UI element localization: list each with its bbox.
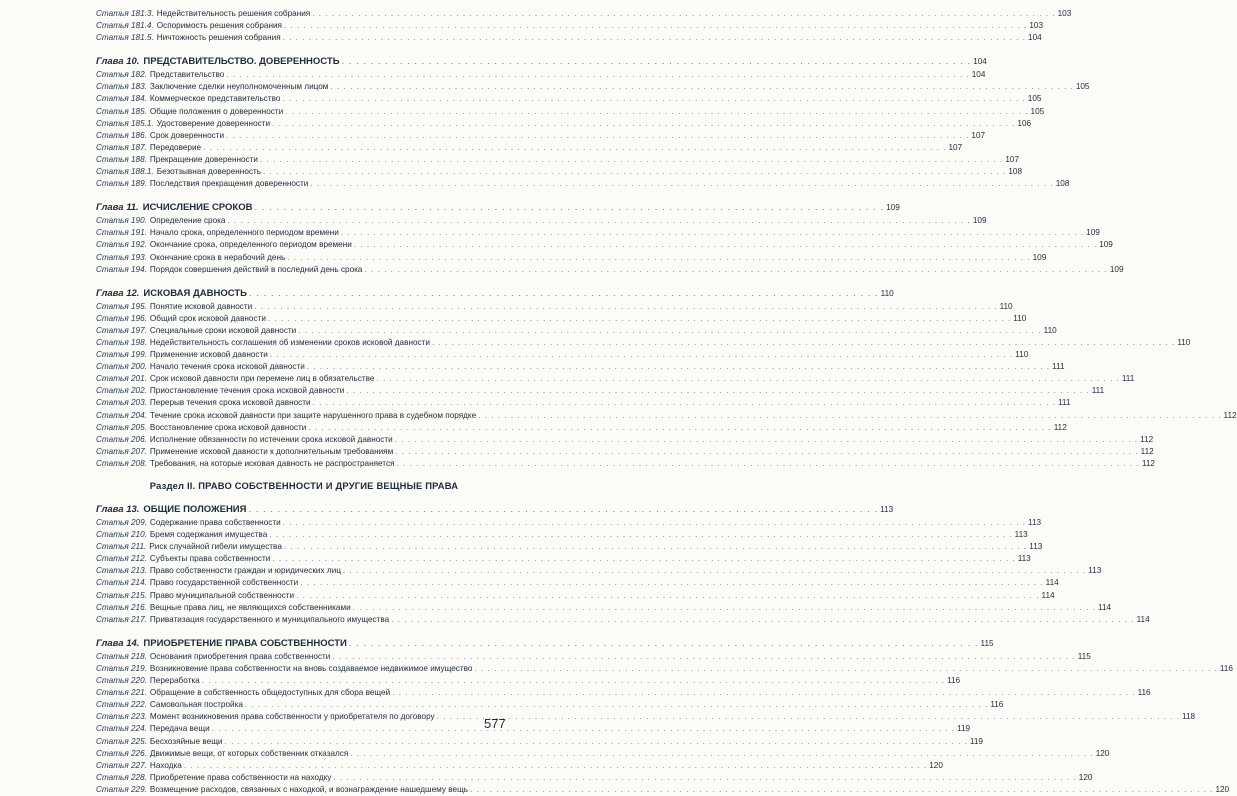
entry-page: 115 xyxy=(980,638,994,648)
dot-leader xyxy=(245,699,988,711)
entry-title: Порядок совершения действий в последний день срока xyxy=(149,264,363,274)
table-of-contents xyxy=(96,8,1237,796)
entry-label: Статья 211. xyxy=(96,542,147,552)
entry-page: 120 xyxy=(1215,784,1230,794)
article-entry[interactable] xyxy=(96,20,1044,32)
article-entry[interactable] xyxy=(96,699,1004,711)
entry-title: Окончание срока в нерабочий день xyxy=(149,252,286,262)
entry-page: 109 xyxy=(972,216,987,226)
entry-title: Самовольная постройка xyxy=(149,700,243,710)
dot-leader xyxy=(395,434,1138,446)
dot-leader xyxy=(346,385,1089,397)
article-entry[interactable] xyxy=(96,723,971,735)
entry-page: 104 xyxy=(973,57,987,67)
entry-page: 113 xyxy=(880,505,894,514)
dot-leader xyxy=(342,55,972,68)
entry-label: Статья 189. xyxy=(96,179,147,189)
article-entry[interactable] xyxy=(96,313,1027,325)
entry-label: Статья 191. xyxy=(96,228,147,238)
article-entry[interactable] xyxy=(96,590,1055,602)
entry-label: Статья 198. xyxy=(96,337,147,347)
article-entry[interactable] xyxy=(96,130,986,142)
entry-label: Статья 216. xyxy=(96,602,147,612)
article-entry[interactable] xyxy=(96,8,1072,20)
dot-leader xyxy=(300,577,1043,589)
dot-leader xyxy=(282,93,1025,105)
entry-title: ОБЩИЕ ПОЛОЖЕНИЯ xyxy=(143,504,247,515)
entry-label: Статья 185.1. xyxy=(96,118,154,128)
entry-page: 113 xyxy=(1029,542,1043,552)
article-entry[interactable] xyxy=(96,410,1237,422)
entry-title: Требования, на которые исковая давность не распространяется xyxy=(149,458,395,468)
dot-leader xyxy=(249,287,879,300)
entry-page: 105 xyxy=(1030,106,1045,116)
article-entry[interactable] xyxy=(96,118,1032,130)
dot-leader xyxy=(341,227,1084,239)
entry-title: Представительство xyxy=(149,70,225,80)
dot-leader xyxy=(330,81,1073,93)
dot-leader xyxy=(287,252,1030,264)
entry-label: Статья 192. xyxy=(96,240,147,250)
entry-page: 109 xyxy=(886,203,900,213)
entry-label: Статья 225. xyxy=(96,736,147,746)
dot-leader xyxy=(470,784,1213,796)
article-entry[interactable] xyxy=(96,93,1042,105)
entry-title: Основания приобретения права собственности xyxy=(149,651,331,661)
entry-title: Восстановление срока исковой давности xyxy=(149,422,307,432)
entry-page: 105 xyxy=(1027,94,1042,104)
entry-title: Коммерческое представительство xyxy=(149,94,281,104)
article-entry[interactable] xyxy=(96,252,1047,264)
dot-leader xyxy=(474,663,1217,675)
dot-leader xyxy=(254,301,997,313)
entry-page: 104 xyxy=(1028,33,1042,43)
entry-page: 107 xyxy=(948,142,963,152)
entry-title: Субъекты права собственности xyxy=(149,554,271,564)
entry-label: Статья 181.5. xyxy=(96,33,154,43)
entry-page: 114 xyxy=(1041,590,1055,600)
article-entry[interactable] xyxy=(96,602,1112,614)
entry-label: Статья 214. xyxy=(96,578,147,588)
dot-leader xyxy=(307,361,1050,373)
entry-label: Статья 196. xyxy=(96,313,147,323)
entry-page: 112 xyxy=(1140,434,1154,444)
entry-page: 110 xyxy=(999,301,1013,311)
entry-label: Статья 202. xyxy=(96,386,147,396)
entry-page: 112 xyxy=(1140,446,1154,456)
entry-title: Начало течения срока исковой давности xyxy=(149,362,305,372)
article-entry[interactable] xyxy=(96,166,1023,178)
article-entry[interactable] xyxy=(96,337,1191,349)
dot-leader xyxy=(313,397,1056,409)
dot-leader xyxy=(437,711,1180,723)
entry-label: Статья 218. xyxy=(96,651,147,661)
entry-label: Статья 222. xyxy=(96,700,147,710)
article-entry[interactable] xyxy=(96,446,1154,458)
entry-page: 113 xyxy=(1017,554,1031,564)
article-entry[interactable] xyxy=(96,81,1090,93)
entry-title: Определение срока xyxy=(149,216,226,226)
entry-title: Передоверие xyxy=(149,142,202,152)
article-entry[interactable] xyxy=(96,227,1100,239)
article-entry[interactable] xyxy=(96,361,1065,373)
dot-leader xyxy=(285,106,1028,118)
entry-page: 103 xyxy=(1057,9,1072,18)
entry-label: Статья 217. xyxy=(96,614,147,624)
entry-label: Статья 200. xyxy=(96,362,147,372)
chapter-entry[interactable] xyxy=(96,55,987,68)
entry-title: Момент возникновения права собственности у приобретателя по договору xyxy=(149,712,435,722)
entry-label: Статья 219. xyxy=(96,663,147,673)
dot-leader xyxy=(392,687,1135,699)
dot-leader xyxy=(349,637,979,650)
article-entry[interactable] xyxy=(96,32,1042,44)
entry-label: Глава 14. xyxy=(96,637,140,649)
entry-title: Приостановление течения срока исковой давности xyxy=(149,386,345,396)
entry-title: Приобретение права собственности на находку xyxy=(149,772,332,782)
dot-leader xyxy=(432,337,1175,349)
article-entry[interactable] xyxy=(96,434,1154,446)
entry-label: Глава 12. xyxy=(96,287,140,299)
dot-leader xyxy=(298,325,1041,337)
dot-leader xyxy=(184,760,927,772)
entry-title: ПРИОБРЕТЕНИЕ ПРАВА СОБСТВЕННОСТИ xyxy=(143,637,347,649)
article-entry[interactable] xyxy=(96,651,1091,663)
entry-label: Статья 185. xyxy=(96,106,147,116)
entry-title: Передача вещи xyxy=(149,724,210,734)
entry-title: Общий срок исковой давности xyxy=(149,313,266,323)
entry-page: 115 xyxy=(1077,651,1091,661)
entry-page: 110 xyxy=(1177,337,1191,347)
entry-title: Исполнение обязанности по истечении срока исковой давности xyxy=(149,434,393,444)
article-entry[interactable] xyxy=(96,687,1151,699)
entry-page: 120 xyxy=(1095,748,1110,758)
dot-leader xyxy=(364,264,1107,276)
entry-title: ИСЧИСЛЕНИЕ СРОКОВ xyxy=(142,202,253,214)
entry-title: Прекращение доверенности xyxy=(149,154,258,164)
dot-leader xyxy=(272,118,1015,130)
entry-label: Статья 209. xyxy=(96,518,147,527)
article-entry[interactable] xyxy=(96,215,987,227)
entry-title: Недействительность соглашения об изменении сроков исковой давности xyxy=(149,337,430,347)
entry-title: Срок доверенности xyxy=(149,130,225,140)
entry-label: Статья 187. xyxy=(96,142,147,152)
entry-title: ИСКОВАЯ ДАВНОСТЬ xyxy=(143,287,247,299)
entry-title: Ничтожность решения собрания xyxy=(156,33,281,43)
dot-leader xyxy=(270,349,1013,361)
entry-page: 120 xyxy=(929,760,943,770)
entry-page: 107 xyxy=(1005,154,1020,164)
dot-leader xyxy=(310,178,1053,190)
entry-title: Право государственной собственности xyxy=(149,578,299,588)
entry-page: 114 xyxy=(1098,602,1112,612)
entry-page: 107 xyxy=(971,130,986,140)
entry-page: 108 xyxy=(1008,167,1023,177)
entry-label: Статья 215. xyxy=(96,590,147,600)
entry-label: Статья 204. xyxy=(96,410,147,420)
entry-title: Право собственности граждан и юридических лиц xyxy=(149,566,341,576)
entry-page: 112 xyxy=(1141,458,1155,468)
entry-label: Статья 188.1. xyxy=(96,167,154,177)
entry-title: Обращение в собственность общедоступных для сбора вещей xyxy=(149,688,391,698)
article-entry[interactable] xyxy=(96,529,1028,541)
dot-leader xyxy=(354,239,1097,251)
entry-page: 103 xyxy=(1029,21,1044,31)
entry-label: Глава 11. xyxy=(96,202,139,214)
article-entry[interactable] xyxy=(96,264,1124,276)
entry-label: Глава 13. xyxy=(96,504,140,515)
entry-title: Риск случайной гибели имущества xyxy=(149,542,282,552)
article-entry[interactable] xyxy=(96,663,1233,675)
entry-title: Срок исковой давности при перемене лиц в обязательстве xyxy=(149,374,375,384)
entry-label: Статья 183. xyxy=(96,82,147,92)
article-entry[interactable] xyxy=(96,553,1031,565)
entry-title: Недействительность решения собрания xyxy=(156,9,311,18)
entry-page: 116 xyxy=(1137,688,1151,698)
dot-leader xyxy=(203,142,946,154)
entry-title: Удостоверение доверенности xyxy=(156,118,271,128)
entry-page: 111 xyxy=(1057,398,1071,408)
entry-page: 113 xyxy=(1014,530,1028,540)
entry-title: Оспоримость решения собрания xyxy=(156,21,282,31)
dot-leader xyxy=(272,553,1015,565)
entry-label: Статья 206. xyxy=(96,434,147,444)
entry-page: 110 xyxy=(1015,350,1029,360)
dot-leader xyxy=(254,201,884,214)
entry-label: Статья 201. xyxy=(96,374,147,384)
dot-leader xyxy=(308,422,1051,434)
entry-title: Перерыв течения срока исковой давности xyxy=(149,398,311,408)
entry-title: Безотзывная доверенность xyxy=(156,167,261,177)
entry-page: 108 xyxy=(1055,179,1070,189)
entry-title: Применение исковой давности xyxy=(149,350,268,360)
entry-title: Движимые вещи, от которых собственник отказался xyxy=(149,748,349,758)
article-entry[interactable] xyxy=(96,106,1045,118)
dot-leader xyxy=(268,313,1011,325)
dot-leader xyxy=(312,8,1055,20)
article-entry[interactable] xyxy=(96,349,1029,361)
entry-page: 110 xyxy=(880,288,894,298)
entry-label: Статья 221. xyxy=(96,688,147,698)
article-entry[interactable] xyxy=(96,736,983,748)
entry-title: Начало срока, определенного периодом времени xyxy=(149,228,339,238)
entry-title: Специальные сроки исковой давности xyxy=(149,325,297,335)
entry-title: Находка xyxy=(149,760,182,770)
entry-title: Переработка xyxy=(149,676,200,686)
article-entry[interactable] xyxy=(96,385,1105,397)
dot-leader xyxy=(283,517,1026,529)
dot-leader xyxy=(263,166,1006,178)
dot-leader xyxy=(283,32,1026,44)
dot-leader xyxy=(284,20,1027,32)
entry-label: Статья 228. xyxy=(96,772,147,782)
article-entry[interactable] xyxy=(96,577,1059,589)
entry-page: 109 xyxy=(1086,228,1100,238)
entry-title: Возникновение права собственности на вновь создаваемое недвижимое имущество xyxy=(149,663,473,673)
entry-page: 116 xyxy=(990,700,1004,710)
dot-leader xyxy=(212,723,955,735)
entry-label: Статья 181.3. xyxy=(96,9,154,18)
entry-page: 120 xyxy=(1078,772,1093,782)
entry-page: 106 xyxy=(1017,118,1032,128)
entry-page: 110 xyxy=(1013,313,1027,323)
article-entry[interactable] xyxy=(96,517,1042,529)
entry-label: Статья 213. xyxy=(96,566,147,576)
dot-leader xyxy=(226,69,969,81)
dot-leader xyxy=(296,590,1039,602)
entry-page: 111 xyxy=(1121,374,1135,384)
entry-page: 116 xyxy=(947,676,961,686)
dot-leader xyxy=(269,529,1012,541)
entry-label: Статья 212. xyxy=(96,554,147,564)
chapter-entry[interactable] xyxy=(96,637,994,650)
dot-leader xyxy=(353,602,1096,614)
entry-label: Глава 10. xyxy=(96,56,140,68)
entry-page: 119 xyxy=(969,736,983,746)
dot-leader xyxy=(478,410,1221,422)
entry-title: Приватизация государственного и муниципального имущества xyxy=(149,614,390,624)
entry-title: Содержание права собственности xyxy=(149,518,281,527)
article-entry[interactable] xyxy=(96,458,1155,470)
entry-label: Статья 197. xyxy=(96,325,147,335)
entry-label: Статья 195. xyxy=(96,301,147,311)
chapter-entry[interactable] xyxy=(96,503,894,516)
entry-label: Статья 186. xyxy=(96,130,147,140)
dot-leader xyxy=(333,772,1076,784)
article-entry[interactable] xyxy=(96,565,1102,577)
dot-leader xyxy=(395,446,1138,458)
article-entry[interactable] xyxy=(96,142,963,154)
dot-leader xyxy=(397,458,1140,470)
article-entry[interactable] xyxy=(96,239,1113,251)
entry-page: 111 xyxy=(1052,362,1065,372)
dot-leader xyxy=(248,503,878,516)
entry-label: Статья 190. xyxy=(96,216,147,226)
entry-label: Статья 208. xyxy=(96,458,147,468)
article-entry[interactable] xyxy=(96,422,1067,434)
entry-page: 110 xyxy=(1043,325,1057,335)
article-entry[interactable] xyxy=(96,69,986,81)
entry-label: Статья 184. xyxy=(96,94,147,104)
dot-leader xyxy=(376,373,1119,385)
dot-leader xyxy=(332,651,1075,663)
entry-label: Статья 181.4. xyxy=(96,21,154,31)
dot-leader xyxy=(350,748,1093,760)
article-entry[interactable] xyxy=(96,397,1071,409)
entry-label: Статья 224. xyxy=(96,724,147,734)
entry-page: 118 xyxy=(1182,712,1196,722)
entry-title: Возмещение расходов, связанных с находкой, и вознаграждение нашедшему вещь xyxy=(149,784,469,794)
entry-page: 114 xyxy=(1136,614,1150,624)
article-entry[interactable] xyxy=(96,784,1230,796)
entry-page: 109 xyxy=(1109,264,1124,274)
entry-label: Статья 205. xyxy=(96,422,147,432)
dot-leader xyxy=(260,154,1003,166)
entry-page: 111 xyxy=(1091,386,1105,396)
entry-label: Статья 188. xyxy=(96,154,147,164)
entry-title: Бесхозяйные вещи xyxy=(149,736,223,746)
entry-page: 113 xyxy=(1028,518,1042,527)
entry-page: 109 xyxy=(1032,252,1047,262)
dot-leader xyxy=(227,215,970,227)
article-entry[interactable] xyxy=(96,760,943,772)
entry-page: 109 xyxy=(1099,240,1113,250)
entry-title: Окончание срока, определенного периодом времени xyxy=(149,240,352,250)
entry-label: Статья 223. xyxy=(96,712,147,722)
article-entry[interactable] xyxy=(96,178,1070,190)
page-number: 577 xyxy=(484,716,506,731)
entry-title: Последствия прекращения доверенности xyxy=(149,179,309,189)
entry-label: Статья 207. xyxy=(96,446,147,456)
entry-title: Бремя содержания имущества xyxy=(149,530,268,540)
entry-label: Статья 210. xyxy=(96,530,147,540)
article-entry[interactable] xyxy=(96,772,1093,784)
entry-title: Вещные права лиц, не являющихся собственниками xyxy=(149,602,351,612)
entry-title: Течение срока исковой давности при защите нарушенного права в судебном порядке xyxy=(149,410,477,420)
article-entry[interactable] xyxy=(96,301,1013,313)
chapter-entry[interactable] xyxy=(96,287,894,300)
dot-leader xyxy=(343,565,1086,577)
entry-page: 112 xyxy=(1053,422,1067,432)
article-entry[interactable] xyxy=(96,711,1196,723)
entry-page: 116 xyxy=(1219,663,1233,673)
entry-label: Статья 227. xyxy=(96,760,147,770)
entry-page: 104 xyxy=(971,70,986,80)
article-entry[interactable] xyxy=(96,748,1110,760)
article-entry[interactable] xyxy=(96,675,961,687)
article-entry[interactable] xyxy=(96,541,1043,553)
dot-leader xyxy=(202,675,945,687)
article-entry[interactable] xyxy=(96,154,1020,166)
entry-label: Статья 203. xyxy=(96,398,147,408)
entry-title: Общие положения о доверенности xyxy=(149,106,284,116)
dot-leader xyxy=(226,130,969,142)
entry-label: Статья 220. xyxy=(96,676,147,686)
article-entry[interactable] xyxy=(96,614,1150,626)
dot-leader xyxy=(391,614,1134,626)
chapter-entry[interactable] xyxy=(96,201,900,214)
section-heading: Раздел II. ПРАВО СОБСТВЕННОСТИ И ДРУГИЕ ВЕЩНЫЕ ПРАВА xyxy=(149,480,459,491)
entry-page: 113 xyxy=(1088,566,1102,576)
entry-title: ПРЕДСТАВИТЕЛЬСТВО. ДОВЕРЕННОСТЬ xyxy=(143,56,340,68)
entry-label: Статья 226. xyxy=(96,748,147,758)
entry-label: Статья 193. xyxy=(96,252,147,262)
entry-label: Статья 182. xyxy=(96,70,147,80)
entry-title: Заключение сделки неуполномоченным лицом xyxy=(149,82,329,92)
dot-leader xyxy=(284,541,1027,553)
entry-title: Право муниципальной собственности xyxy=(149,590,295,600)
entry-label: Статья 199. xyxy=(96,350,147,360)
entry-label: Статья 194. xyxy=(96,264,147,274)
entry-page: 105 xyxy=(1075,82,1090,92)
dot-leader xyxy=(225,736,968,748)
entry-label: Статья 229. xyxy=(96,784,147,794)
entry-title: Понятие исковой давности xyxy=(149,301,253,311)
entry-page: 112 xyxy=(1223,410,1237,420)
entry-page: 119 xyxy=(957,724,971,734)
article-entry[interactable] xyxy=(96,373,1135,385)
entry-title: Применение исковой давности к дополнительным требованиям xyxy=(149,446,394,456)
article-entry[interactable] xyxy=(96,325,1057,337)
entry-page: 114 xyxy=(1045,578,1059,588)
